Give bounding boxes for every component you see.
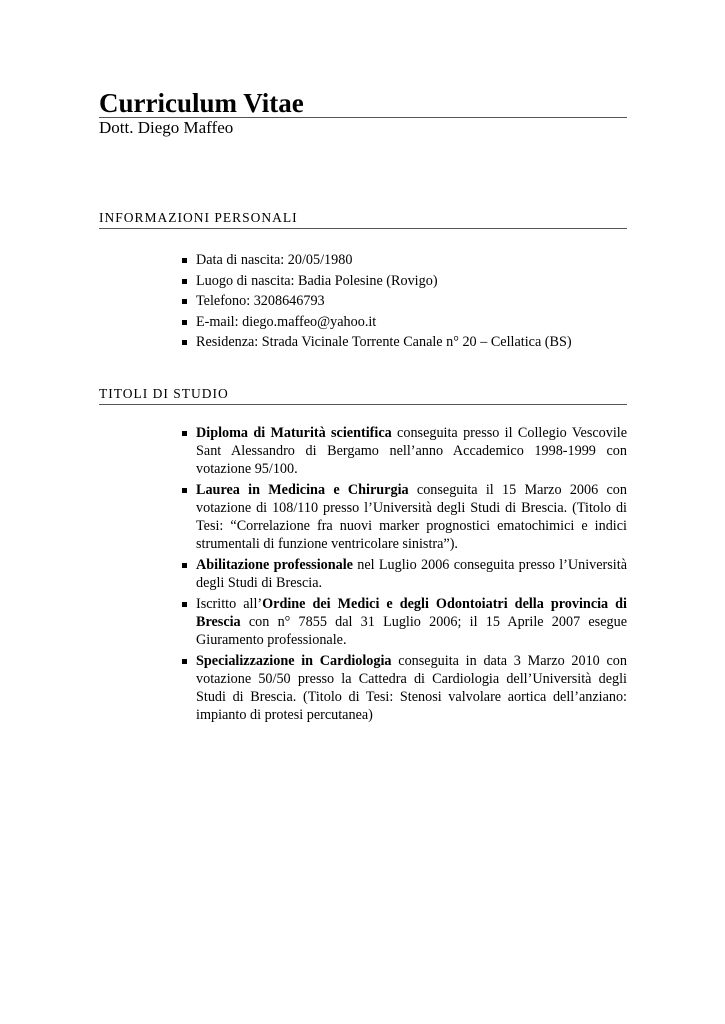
list-item: Diploma di Maturità scientifica conseguita presso il Collegio Vescovile Sant Alessandro di Bergamo nell’anno Accademico 1998-1999 con votazione 95/100. <box>196 425 627 477</box>
list-item: Telefono: 3208646793 <box>196 292 627 310</box>
list-item: Specializzazione in Cardiologia conseguita in data 3 Marzo 2010 con votazione 50/50 presso la Cattedra di Cardiologia dell’Università degli Studi di Brescia. (Titolo di Tesi: Stenosi valvolare aortica dell’anziano: impianto di protesi percutanea) <box>196 653 627 723</box>
studies-list <box>196 424 627 727</box>
page-title: Curriculum Vitae <box>99 88 304 118</box>
list-item: Residenza: Strada Vicinale Torrente Canale n° 20 – Cellatica (BS) <box>196 333 627 351</box>
list-item: Data di nascita: 20/05/1980 <box>196 251 627 269</box>
author-name: Dott. Diego Maffeo <box>99 118 234 137</box>
list-item: Abilitazione professionale nel Luglio 2006 conseguita presso l’Università degli Studi di Brescia. <box>196 557 627 591</box>
list-item: Iscritto all’Ordine dei Medici e degli Odontoiatri della provincia di Brescia con n° 7855 dal 31 Luglio 2006; il 15 Aprile 2007 esegue Giuramento professionale. <box>196 596 628 648</box>
section-heading-personal: INFORMAZIONI PERSONALI <box>99 209 627 229</box>
personal-info-list <box>196 251 627 354</box>
list-item: Luogo di nascita: Badia Polesine (Rovigo) <box>196 272 627 290</box>
list-item: E-mail: diego.maffeo@yahoo.it <box>196 313 627 331</box>
section-heading-studies: TITOLI DI STUDIO <box>99 385 627 405</box>
list-item: Laurea in Medicina e Chirurgia conseguita il 15 Marzo 2006 con votazione di 108/110 presso l’Università degli Studi di Brescia. (Titolo di Tesi: “Correlazione fra nuovi marker prognostici ematochimici e indici strumentali di funzione ventricolare sinistra”). <box>196 482 627 552</box>
